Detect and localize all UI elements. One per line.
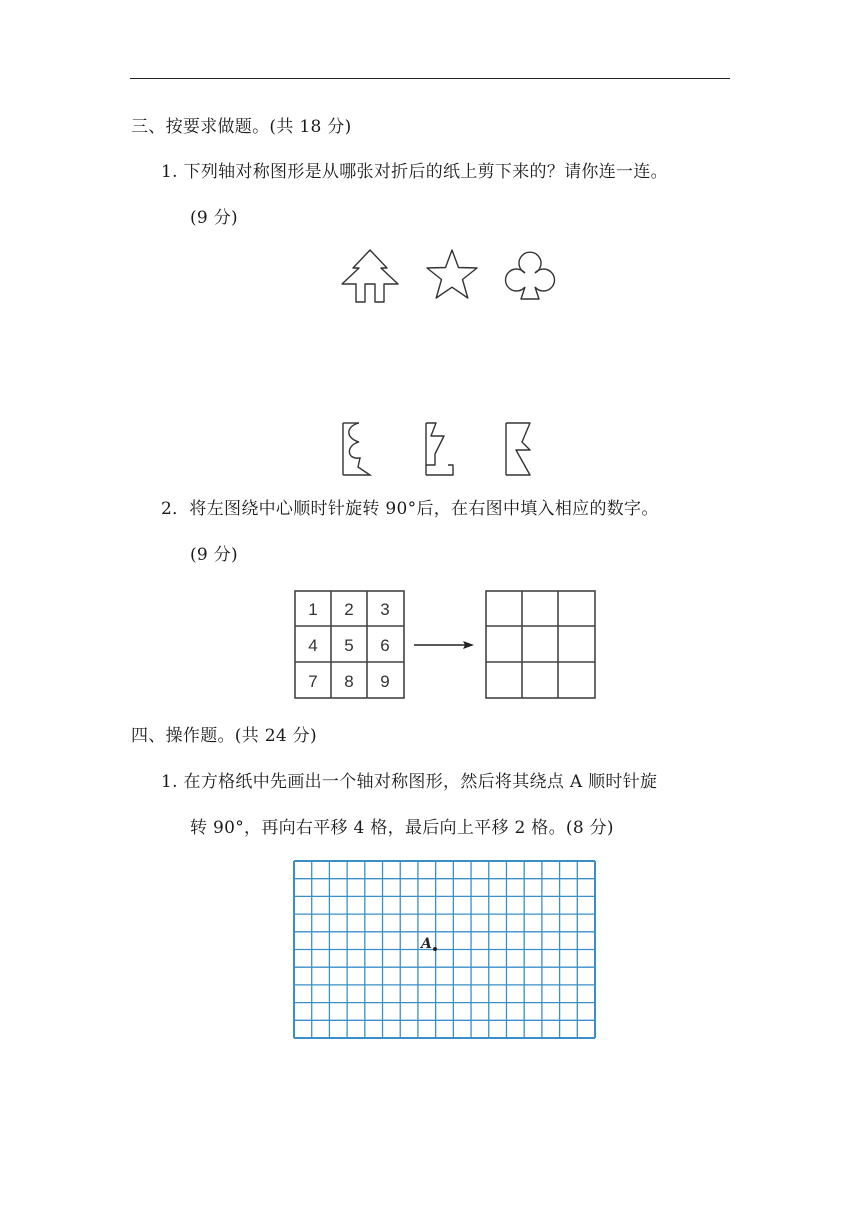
grid-cell: 9: [380, 672, 390, 691]
graph-paper[interactable]: [293, 860, 596, 1040]
q3-1-score: (9 分): [190, 208, 238, 228]
q3-1-text: 1. 下列轴对称图形是从哪张对折后的纸上剪下来的？请你连一连。: [161, 162, 668, 182]
grid-cell: 1: [308, 600, 318, 619]
grid-cell: 5: [344, 636, 354, 655]
section4-heading: 四、操作题。(共 24 分): [131, 726, 317, 746]
graph-grid-lines: [294, 861, 595, 1038]
grid-cell: 3: [380, 600, 390, 619]
q4-1-line1: 1. 在方格纸中先画出一个轴对称图形，然后将其绕点 A 顺时针旋: [161, 772, 658, 792]
tree-icon: [340, 248, 400, 306]
q3-2-score: (9 分): [190, 545, 238, 565]
arrow-right-icon: [412, 638, 476, 652]
section3-heading: 三、按要求做题。(共 18 分): [131, 117, 352, 137]
star-icon: [424, 248, 480, 302]
grid-cell: 2: [344, 600, 354, 619]
half-star-icon: [500, 420, 540, 478]
right-empty-grid[interactable]: [485, 590, 596, 699]
grid-cell: 6: [380, 636, 390, 655]
left-number-grid: [294, 590, 405, 699]
q4-1-line2: 转 90°，再向右平移 4 格，最后向上平移 2 格。(8 分): [190, 818, 614, 838]
point-a-label: A: [421, 936, 432, 952]
club-icon: [502, 248, 558, 304]
q3-2-text: 2．将左图绕中心顺时针旋转 90°后，在右图中填入相应的数字。: [161, 499, 659, 519]
grid-cell: 8: [344, 672, 354, 691]
half-club-icon: [338, 420, 378, 478]
header-rule: [130, 78, 730, 79]
half-tree-icon: [420, 420, 460, 478]
grid-cell: 7: [308, 672, 318, 691]
grid-cell: 4: [308, 636, 318, 655]
point-a: [433, 947, 437, 951]
